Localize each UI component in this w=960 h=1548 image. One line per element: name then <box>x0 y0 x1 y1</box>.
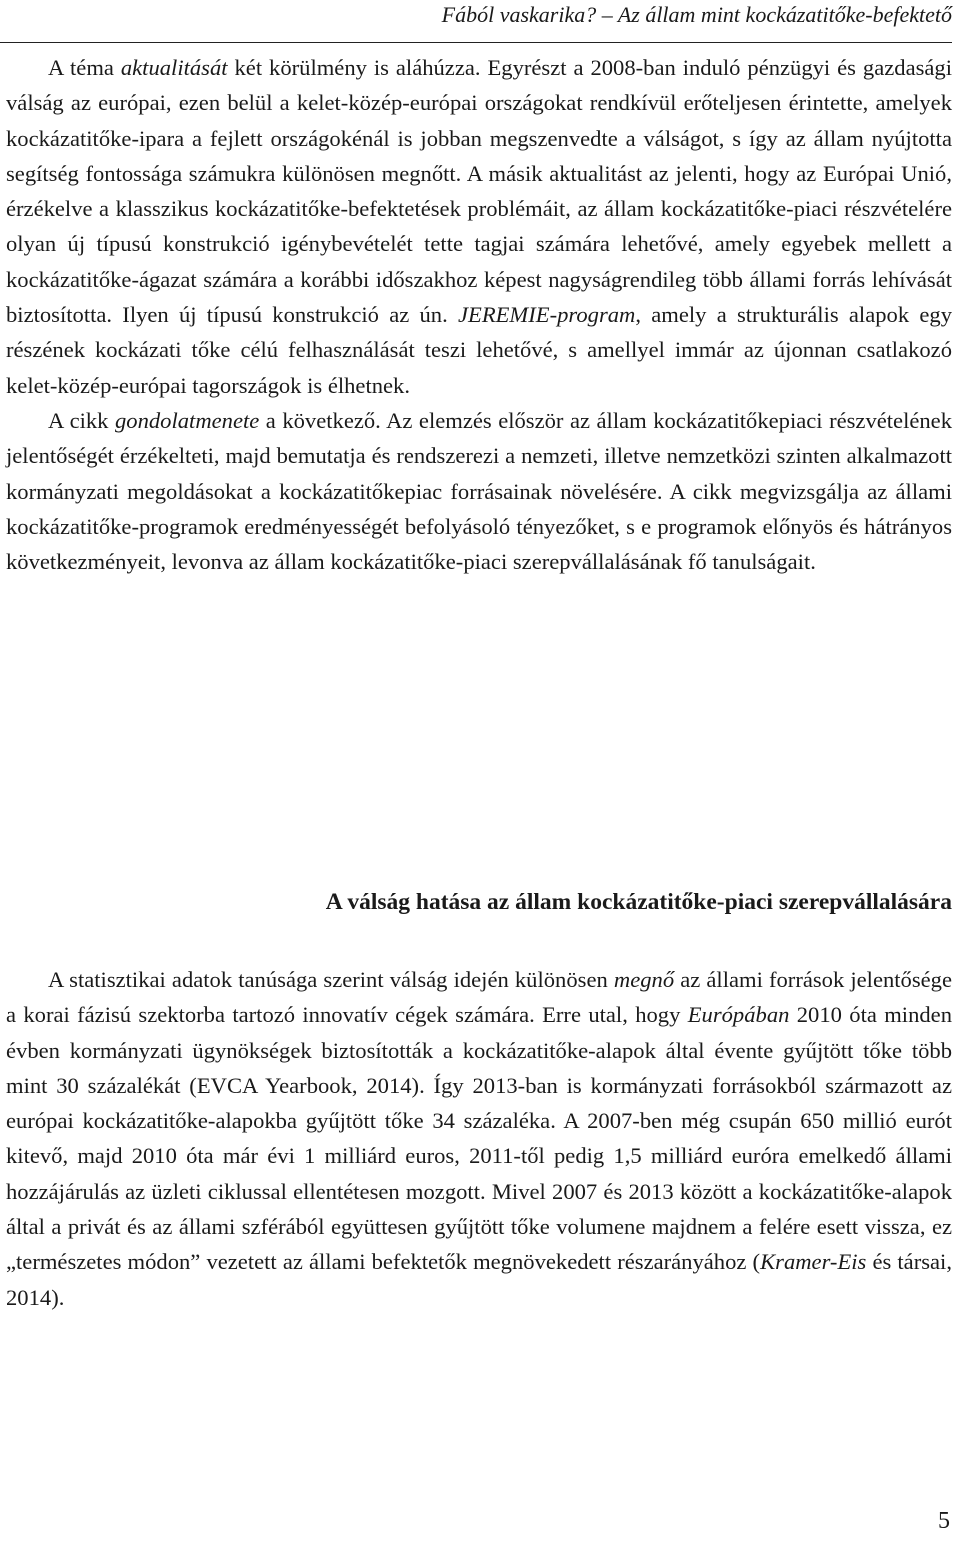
emphasis: JEREMIE-program <box>458 302 636 328</box>
text-run: 2010 óta minden évben kormányzati ügynökségek biztosították a kockázatitőke-alapok által évente gyűjtött tőke több mint 30 százalékát (EVCA Yearbook, 2014). Így 2013-ban is kormányzati forrásokból származott az európai kockázatitőke-alapokba gyűjtött tőke 34 százaléka. A 2007-ben még csupán 650 millió eurót kitevő, majd 2010 óta már évi 1 milliárd euros, 2011-től pedig 1,5 milliárd euróra emelkedő állami hozzájárulás az üzleti ciklussal ellentétesen mozgott. Mivel 2007 és 2013 között a kockázatitőke-alapok által a privát és az állami szférából együttesen gyűjtött tőke volumene majdnem a felére esett vissza, ez „természetes módon” vezetett az állami befektetők megnövekedett részarányához ( <box>6 1002 952 1275</box>
emphasis: Európában <box>687 1002 790 1028</box>
running-title: Fából vaskarika? – Az állam mint kockázatitőke-befektető <box>441 2 952 27</box>
running-header <box>0 0 952 43</box>
section-heading: A válság hatása az állam kockázatitőke-piaci szerepvállalására <box>325 889 952 915</box>
text-run: a következő. Az elemzés először az állam kockázatitőkepiaci részvételének jelentőségét érzékelteti, majd bemutatja és rendszerezi a nemzeti, illetve nemzetközi szinten alkalmazott kormányzati megoldásokat a kockázatitőkepiac forrásainak növelésére. A cikk megvizsgálja az állami kockázatitőke-programok eredményességét befolyásoló tényezőket, s e programok előnyös és hátrányos következményeit, levonva az állam kockázatitőke-piaci szerepvállalásának fő tanulságait. <box>6 407 952 575</box>
emphasis: gondolatmenete <box>114 407 260 433</box>
paragraph-outline <box>6 403 952 579</box>
text-run: A cikk <box>48 407 115 433</box>
emphasis: aktualitását <box>120 55 228 80</box>
text-run: két körülmény is aláhúzza. Egyrészt a 2008-ban induló pénzügyi és gazdasági válság az európai, ezen belül a kelet-közép-európai országokat rendkívül erőteljesen érintette, amelyek kockázatitőke-ipara a fejlett országokénál is jobban megszenvedte a válságot, s így az állam nyújtotta segítség fontossága számukra különösen megnőtt. A másik aktualitást az jelenti, hogy az Európai Unió, érzékelve a klasszikus kockázatitőke-befektetések problémáit, az állam kockázatitőke-piaci részvételére olyan új típusú konstrukció igénybevételét tette tagjai számára lehetővé, amely egyebek mellett a kockázatitőke-ágazat számára a korábbi időszakhoz képest nagyságrendileg több állami forrás lehívását biztosította. Ilyen új típusú konstrukció az ún. <box>6 55 952 328</box>
emphasis: megnő <box>613 967 675 992</box>
paragraph-statistics <box>6 962 952 1315</box>
emphasis: Kramer-Eis <box>760 1249 867 1275</box>
text-run: A téma <box>48 55 121 80</box>
page-number: 5 <box>938 1508 950 1534</box>
text-run: , amely a strukturális alapok egy részének kockázati tőke célú felhasználását teszi lehetővé, s amellyel immár az újonnan csatlakozó kelet-közép-európai tagországok is élhetnek. <box>6 302 952 398</box>
text-run: az állami források jelentősége a korai fázisú szektorba tartozó innovatív cégek számára. Erre utal, hogy <box>6 967 952 1028</box>
text-run: A statisztikai adatok tanúsága szerint válság idején különösen <box>48 967 614 992</box>
crisis-section <box>6 962 952 1315</box>
text-run: és társai, 2014). <box>6 1249 952 1310</box>
intro-section <box>6 50 952 579</box>
paragraph-topic-relevance <box>6 50 952 403</box>
